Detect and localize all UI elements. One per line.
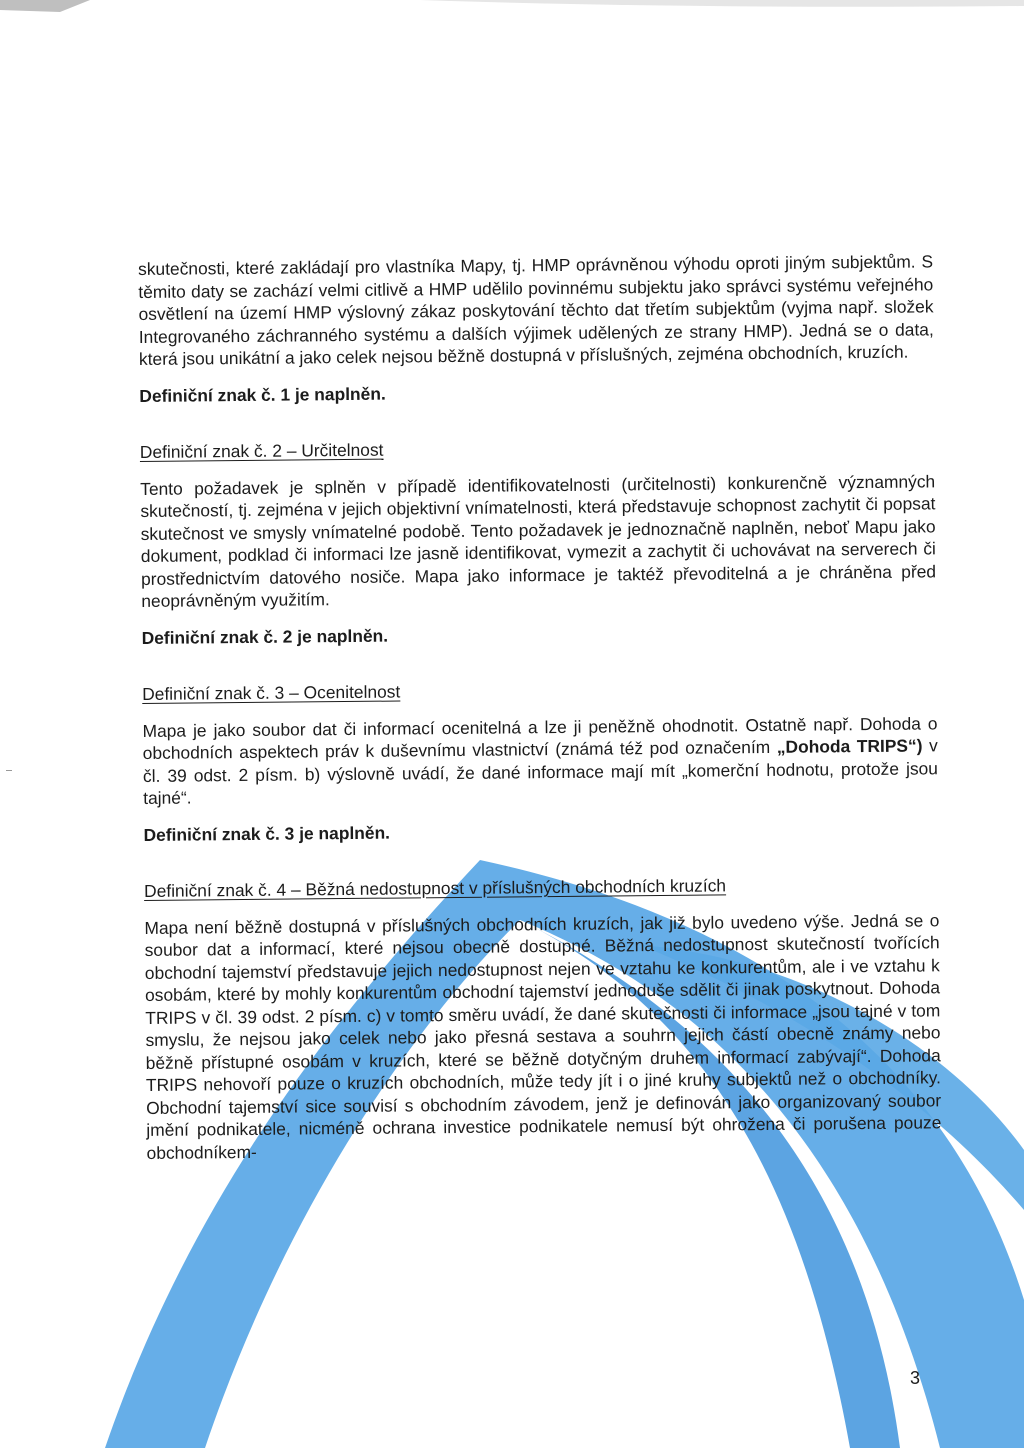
section-3-text-a: Mapa je jako soubor dat či informací ocenitelná a lze ji peněžně ohodnotit. Ostatně např. Dohoda o obchodních aspektech práv k duševnímu vlastnictví (známá též pod označením — [142, 712, 938, 763]
section-3-heading: Definiční znak č. 3 – Ocenitelnost — [142, 681, 401, 704]
section-2-heading: Definiční znak č. 2 – Určitelnost — [139, 439, 384, 462]
section-3-text-bold: „Dohoda TRIPS“) — [776, 735, 923, 757]
section-3-text-b: v čl. 39 odst. 2 písm. b) výslovně uvádí, že dané informace mají mít „komerční hodnotu, protože jsou tajné“. — [142, 735, 939, 808]
scan-mark — [6, 770, 12, 771]
page-number: 3 — [910, 1368, 921, 1388]
document-body — [138, 250, 942, 1164]
section-4-heading: Definiční znak č. 4 – Běžná nedostupnost v příslušných obchodních kruzích — [143, 875, 727, 901]
section-3-paragraph — [142, 712, 938, 810]
intro-paragraph: skutečnosti, které zakládají pro vlastníka Mapy, tj. HMP oprávněnou výhodu oproti jiným subjektům. S těmito daty se zachází velmi citlivě a HMP udělilo povinnému subjektu jako správci systému veřejného osvětlení na území HMP výslovný zákaz poskytování těchto dat třetím subjektům (vyjma např. složek Integrovaného záchranného systému a dalších výjimek udělených ze strany HMP). Jedná se o data, která jsou unikátní a jako celek nejsou běžně dostupná v příslušných, zejména obchodních, kruzích. — [138, 251, 934, 369]
section-4-paragraph: Mapa není běžně dostupná v příslušných obchodních kruzích, jak již bylo uvedeno výše. Jedná se o soubor dat a informací, které nejsou obecně dostupné. Běžná nedostupnost skutečností tvořících obchodní tajemství představuje jejich nedostupnost nejen ve vztahu ke konkurentům, ale i ve vztahu k osobám, které by mohly konkurentům obchodní tajemství jednoduše sdělit či jinak poskytnout. Dohoda TRIPS v čl. 39 odst. 2 písm. c) v tomto směru uvádí, že dané skutečnosti či informace „jsou tajné v tom smyslu, že nejsou jako celek nebo jako přesná sestava a souhrn jejich částí obecně známy nebo běžně přístupné osobám v kruzích, které se běžně dotyčným druhem informací zabývají“. Dohoda TRIPS nehovoří pouze o kruzích obchodních, může tedy jít i o jiné kruhy subjektů než o obchodníky. Obchodní tajemství sice souvisí s obchodním závodem, jenž je definován jako organizovaný soubor jmění podnikatele, nicméně ochrana investice podnikatele nemusí být ohrožena či porušena pouze obchodníkem- — [144, 909, 942, 1163]
conclusion-2: Definiční znak č. 2 je naplněn. — [141, 625, 389, 648]
scan-shadow — [0, 0, 1024, 40]
conclusion-3: Definiční znak č. 3 je naplněn. — [143, 822, 391, 845]
section-2-paragraph: Tento požadavek je splněn v případě identifikovatelnosti (určitelnosti) konkurenčně významných skutečností, tj. zejména v jejich objektivní vnímatelnosti, která představuje schopnost zachytit či popsat skutečnost ve smysly vnímatelné podobě. Tento požadavek je jednoznačně naplněn, neboť Mapu jako dokument, podklad či informaci lze jasně identifikovat, vymezit a zachytit či uchovávat na serverech či prostřednictvím datového nosiče. Mapa jako informace je taktéž převoditelná a je chráněna před neoprávněným využitím. — [140, 470, 937, 611]
conclusion-1: Definiční znak č. 1 je naplněn. — [139, 383, 386, 406]
